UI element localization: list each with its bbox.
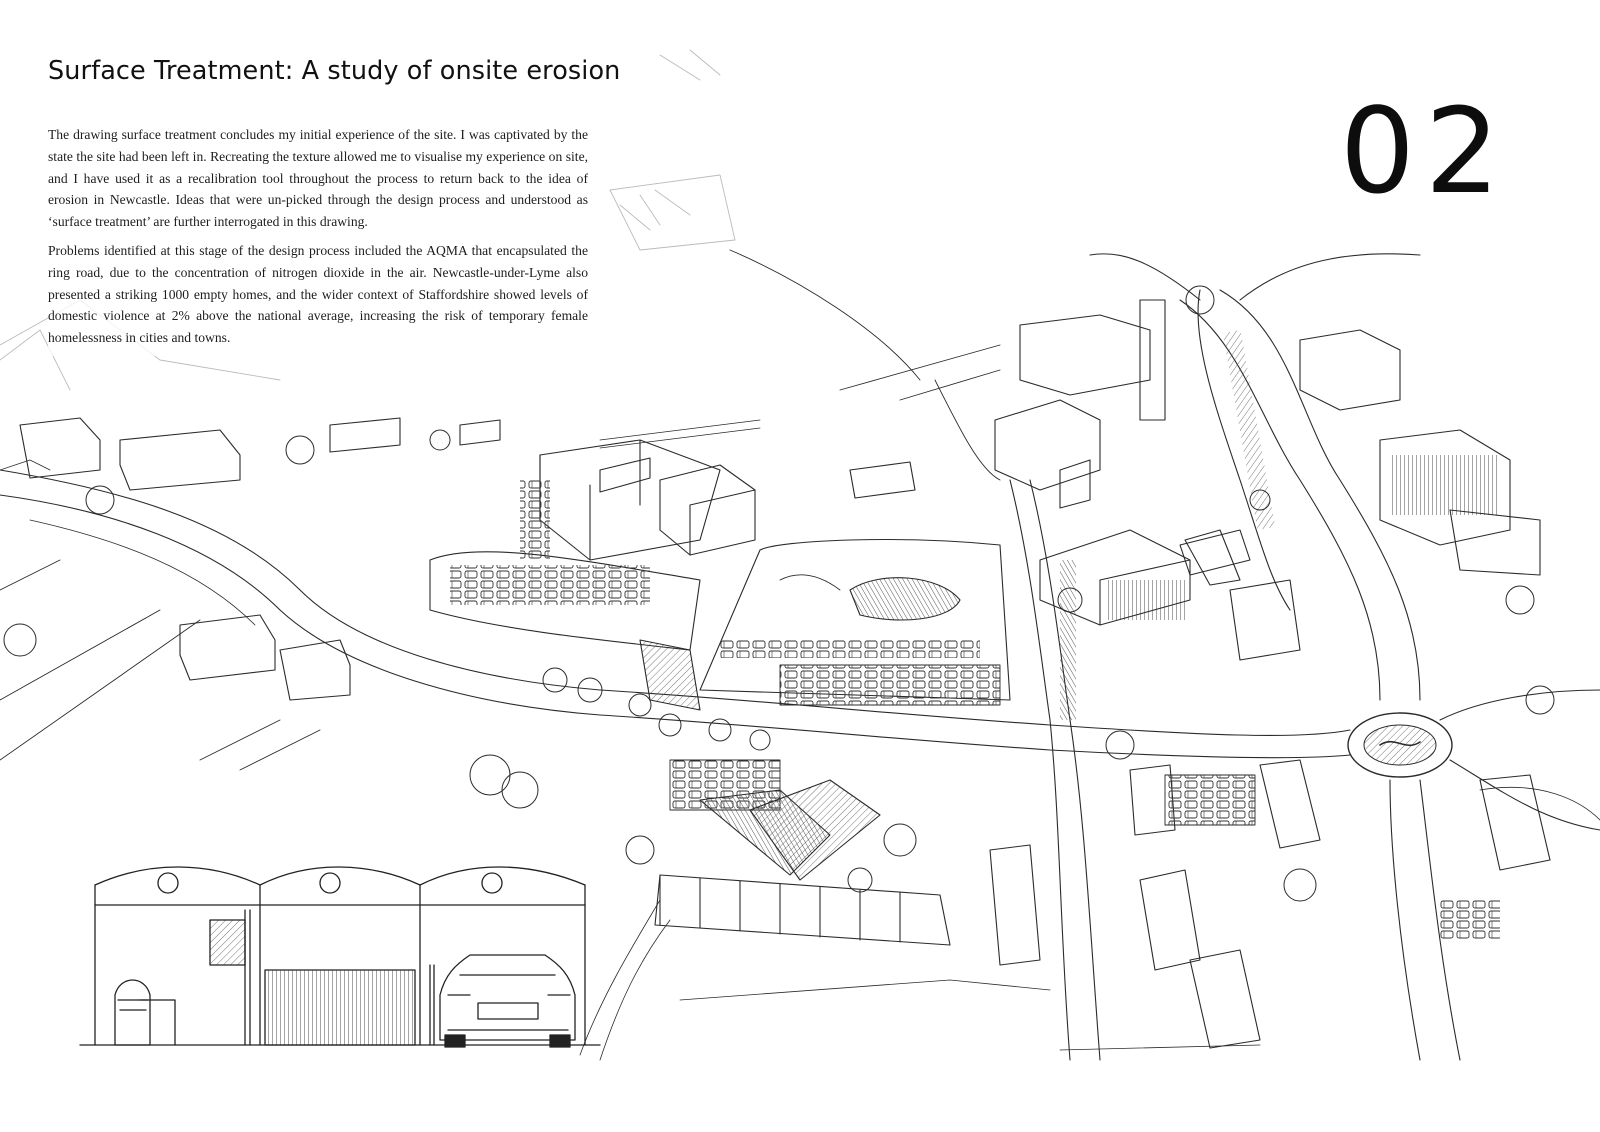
paragraph-problems: Problems identified at this stage of the design process included the AQMA that encapsulated the ring road, due to the concentration of nitrogen dioxide in the air. Newcastle-under-Lyme also presented a striking 1000 empty homes, and the wider context of Staffordshire showed levels of domestic violence at 2% above the national average, increasing the risk of temporary female homelessness in cities and towns.: [48, 242, 588, 346]
page-title: Surface Treatment: A study of onsite erosion: [48, 56, 621, 86]
garage-arches-sketch: [80, 867, 600, 1047]
long-shed: [655, 875, 950, 945]
car-sketch: [440, 955, 575, 1047]
right-buildings: [995, 300, 1540, 848]
car-park-parcel: [700, 540, 1010, 705]
body-text: [48, 124, 588, 356]
paragraph-intro: The drawing surface treatment concludes my initial experience of the site. I was captivated by the state the site had been left in. Recreating the texture allowed me to visualise my experience on site, and I have used it as a recalibration tool throughout the process to return back to the idea of erosion in Newcastle. Ideas that were un-picked through the design process and understood as ‘surface treatment’ are further interrogated in this drawing.: [48, 127, 588, 230]
page-number: 02: [1339, 82, 1510, 220]
central-office-building: [540, 440, 755, 560]
